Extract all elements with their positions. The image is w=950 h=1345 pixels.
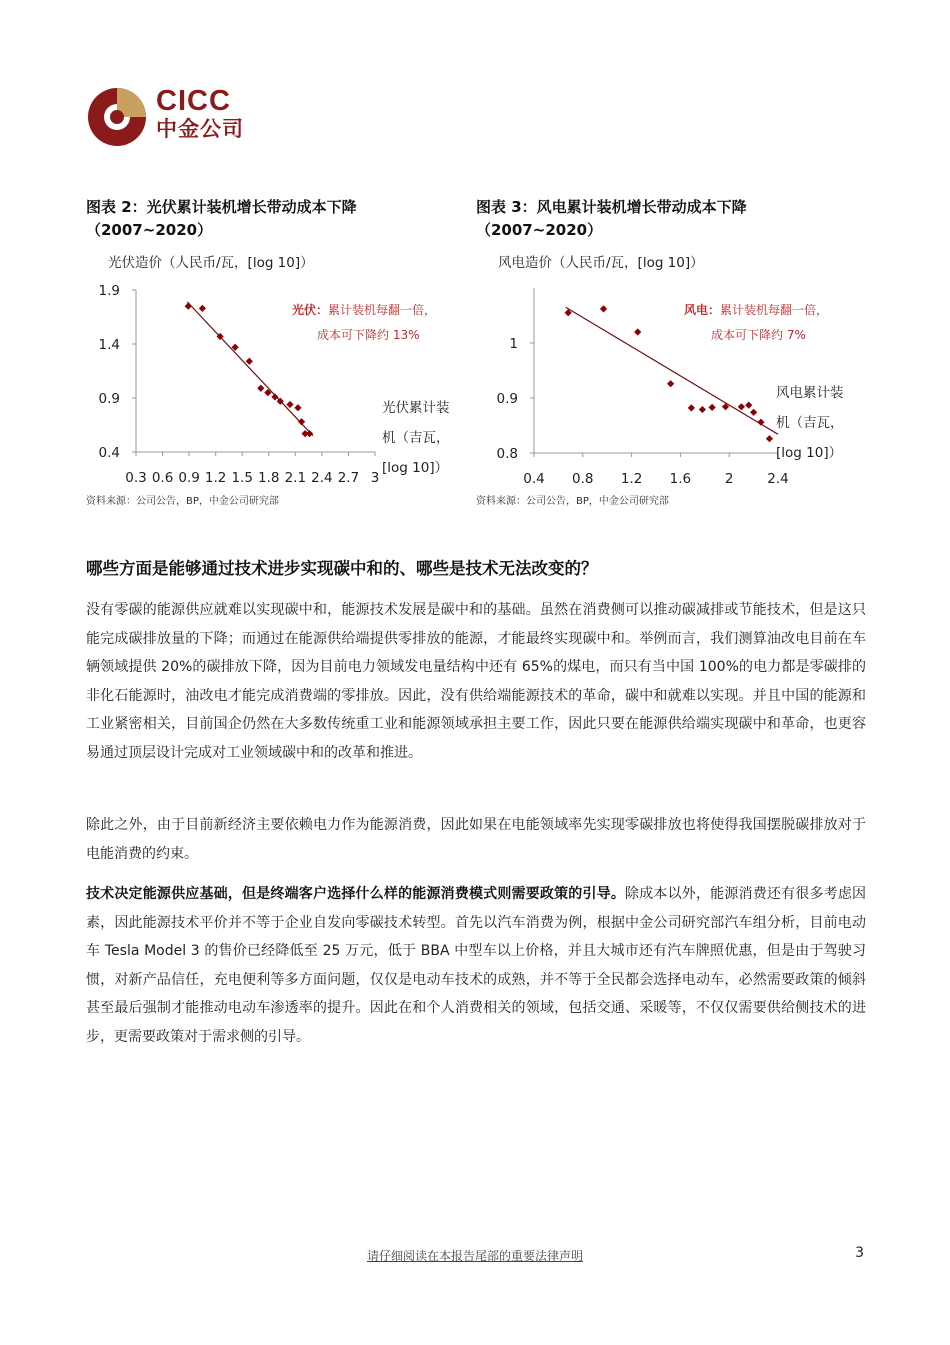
x-tick-label: 3 [370, 470, 380, 486]
annotation-text: 累计装机每翻一倍， [328, 303, 437, 317]
data-point [301, 430, 308, 437]
y-tick-label: 0.4 [98, 445, 120, 461]
x-tick-label: 2.4 [311, 470, 333, 486]
annotation-line-1 [292, 302, 436, 317]
data-point [271, 393, 278, 400]
y-tick-label: 0.9 [496, 391, 518, 407]
paragraph-3 [86, 880, 866, 1051]
x-tick-label: 2.4 [767, 471, 789, 487]
x-tick-label: 2.7 [337, 470, 360, 486]
paragraph-2: 除此之外，由于目前新经济主要依赖电力作为能源消费，因此如果在电能领域率先实现零碳排放也将使得我国摆脱碳排放对于电能消费的约束。 [86, 817, 866, 862]
y-axis-label: 风电造价（人民币/瓦，[log 10]） [498, 255, 704, 271]
data-point [738, 403, 745, 410]
x-axis-label-line: 机（吉瓦， [382, 430, 450, 446]
x-tick-label: 0.8 [572, 471, 594, 487]
y-tick-label: 1 [509, 336, 518, 352]
data-point [199, 305, 206, 312]
annotation-line-2: 成本可下降约 7% [711, 328, 806, 342]
data-point [634, 328, 641, 335]
x-tick-label: 0.4 [523, 471, 545, 487]
x-tick-label: 1.6 [669, 471, 692, 487]
figure-title: 图表 3：风电累计装机增长带动成本下降（2007~2020） [476, 198, 747, 239]
x-axis-label-line: 风电累计装 [776, 385, 844, 401]
data-point [185, 303, 192, 310]
data-point [257, 385, 264, 392]
trend-line [187, 302, 313, 436]
paragraph-1: 没有零碳的能源供应就难以实现碳中和，能源技术发展是碳中和的基础。虽然在消费侧可以推动碳减排或节能技术，但是这只能完成碳排放量的下降；而通过在能源供给端提供零排放的能源，才能最终实现碳中和。举例而言，我们测算油改电目前在车辆领域提供 20%的碳排放下降，因为目前电力领域发电量结构中还有 65%的煤电，而只有当中国 100%的电力都是零碳排的非化石能源时，油改电才能完成消费端的零排放。因此，没有供给端能源技术的革命，碳中和就难以实现。并且中国的能源和工业紧密相关，目前国企仍然在大多数传统重工业和能源领域承担主要工作，因此只要在能源供给端实现碳中和革命，也更容易通过顶层设计完成对工业领域碳中和的改革和推进。 [86, 602, 866, 761]
logo-text-en: CICC [156, 85, 231, 117]
x-tick-label: 1.2 [620, 471, 643, 487]
y-tick-label: 1.9 [98, 283, 120, 299]
cicc-emblem-icon [86, 86, 148, 148]
data-point [750, 409, 757, 416]
data-point [766, 435, 773, 442]
y-axis-label: 光伏造价（人民币/瓦，[log 10]） [108, 255, 314, 271]
y-tick-label: 0.8 [496, 446, 518, 462]
data-point [246, 358, 253, 365]
annotation-label: 光伏： [292, 303, 329, 317]
x-axis-label-line: 机（吉瓦， [776, 415, 844, 431]
logo-text-cn: 中金公司 [156, 117, 244, 141]
data-point [709, 404, 716, 411]
figure-source: 资料来源：公司公告，BP，中金公司研究部 [476, 496, 669, 507]
x-axis-label-line: [log 10]） [776, 445, 843, 461]
y-tick-label: 0.9 [98, 391, 120, 407]
x-tick-label: 1.2 [204, 470, 227, 486]
paragraph-3-body: 除成本以外，能源消费还有很多考虑因素，因此能源技术平价并不等于企业自发向零碳技术转型。首先以汽车消费为例，根据中金公司研究部汽车组分析，目前电动车 Tesla Model 3 的售价已经降低至 25 万元，低于 BBA 中型车以上价格，并且大城市还有汽车牌照优惠，但是由于驾驶习惯，对新产品信任，充电便利等多方面问题，仅仅是电动车技术的成熟，并不等于全民都会选择电动车，必然需要政策的倾斜甚至最后强制才能推动电动车渗透率的提升。因此在和个人消费相关的领域，包括交通、采暖等，不仅仅需要供给侧技术的进步，更需要政策对于需求侧的引导。 [86, 886, 867, 1045]
legal-notice-link[interactable]: 请仔细阅读在本报告尾部的重要法律声明 [366, 1249, 583, 1263]
data-point [600, 305, 607, 312]
paragraph-3-lead: 技术决定能源供应基础，但是终端客户选择什么样的能源消费模式则需要政策的引导。 [86, 886, 626, 902]
annotation-line-2: 成本可下降约 13% [317, 328, 420, 342]
x-axis-label-line: 光伏累计装 [382, 400, 450, 416]
y-tick-label: 1.4 [98, 337, 120, 353]
legal-notice [0, 1247, 950, 1264]
x-tick-label: 2 [724, 471, 734, 487]
wind-cost-chart [476, 252, 866, 492]
x-tick-label: 0.9 [178, 470, 200, 486]
annotation-line-1 [684, 302, 828, 317]
data-point [745, 402, 752, 409]
trend-line [566, 307, 778, 434]
data-point [294, 404, 301, 411]
section-heading: 哪些方面是能够通过技术进步实现碳中和的、哪些是技术无法改变的？ [86, 559, 598, 578]
data-point [757, 419, 764, 426]
annotation-text: 累计装机每翻一倍， [720, 303, 829, 317]
x-tick-label: 1.8 [258, 470, 280, 486]
figure-source: 资料来源：公司公告，BP，中金公司研究部 [86, 496, 279, 507]
data-point [286, 401, 293, 408]
page-number: 3 [855, 1245, 864, 1261]
x-tick-label: 0.6 [151, 470, 174, 486]
data-point [667, 380, 674, 387]
x-axis-label-line: [log 10]） [382, 460, 449, 476]
data-point [699, 406, 706, 413]
figure-title: 图表 2：光伏累计装机增长带动成本下降（2007~2020） [86, 198, 357, 239]
pv-cost-chart [86, 252, 476, 492]
figure-pv [86, 196, 476, 516]
x-tick-label: 1.5 [231, 470, 253, 486]
x-tick-label: 0.3 [125, 470, 147, 486]
data-point [688, 404, 695, 411]
x-tick-label: 2.1 [284, 470, 307, 486]
figure-wind [476, 196, 866, 516]
annotation-label: 风电： [684, 303, 721, 317]
cicc-logo [86, 86, 256, 146]
data-point [298, 418, 305, 425]
